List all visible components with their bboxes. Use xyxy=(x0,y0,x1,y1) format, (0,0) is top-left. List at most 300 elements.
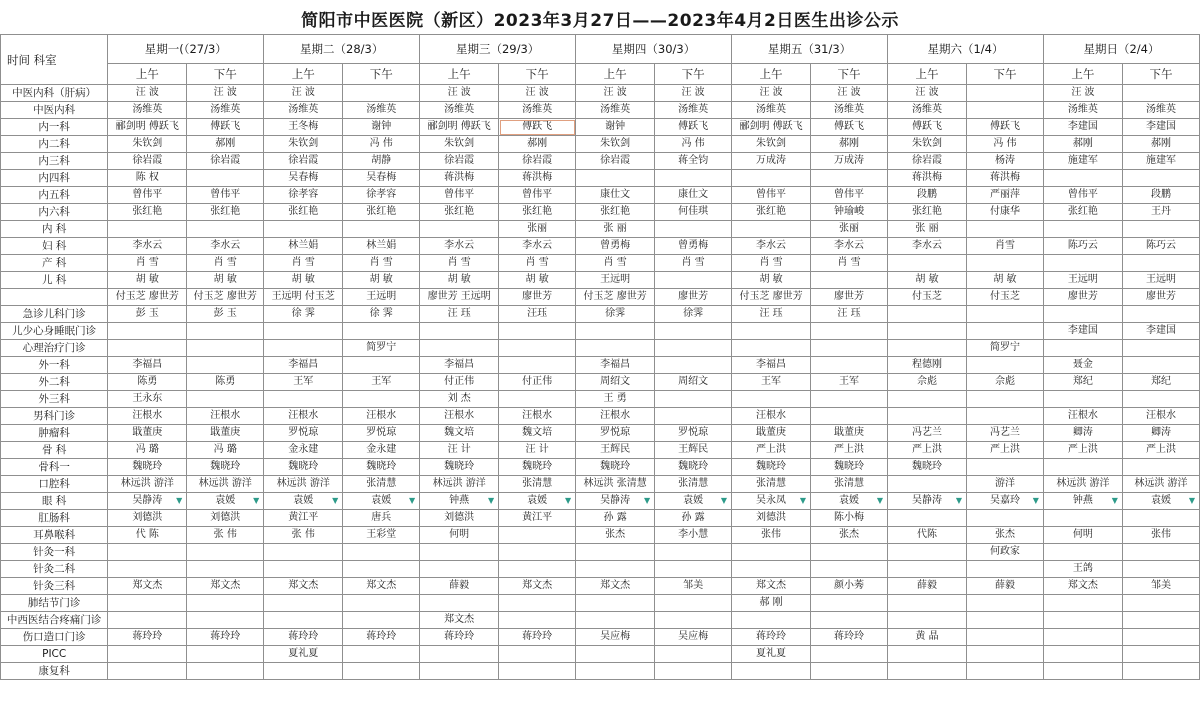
doctor-cell[interactable]: 朱钦剑 xyxy=(576,136,655,153)
doctor-cell[interactable]: 佘彪 xyxy=(966,374,1043,391)
doctor-cell[interactable]: 汪根水 xyxy=(264,408,343,425)
doctor-cell[interactable] xyxy=(1122,306,1199,323)
doctor-cell[interactable]: 魏晓玲 xyxy=(655,459,732,476)
doctor-cell[interactable]: 冯 伟 xyxy=(343,136,420,153)
doctor-cell[interactable]: 魏晓玲 xyxy=(264,459,343,476)
doctor-cell[interactable] xyxy=(732,170,811,187)
doctor-cell[interactable]: 徐岩霞 xyxy=(264,153,343,170)
doctor-cell[interactable]: 王辉民 xyxy=(655,442,732,459)
doctor-cell[interactable]: 何政家 xyxy=(966,544,1043,561)
doctor-cell[interactable] xyxy=(499,527,576,544)
doctor-cell[interactable]: 李建国 xyxy=(1122,119,1199,136)
doctor-cell[interactable]: 朱钦剑 xyxy=(732,136,811,153)
doctor-cell[interactable]: 郦剑明 傅跃飞 xyxy=(420,119,499,136)
doctor-cell[interactable]: 李福昌 xyxy=(732,357,811,374)
doctor-cell[interactable] xyxy=(576,646,655,663)
doctor-cell[interactable] xyxy=(655,595,732,612)
doctor-cell[interactable] xyxy=(420,493,499,510)
doctor-cell[interactable]: 张 丽 xyxy=(888,221,967,238)
doctor-cell[interactable]: 冯 璐 xyxy=(108,442,187,459)
doctor-cell[interactable] xyxy=(576,323,655,340)
doctor-cell[interactable] xyxy=(888,476,967,493)
filter-icon[interactable]: ▼ xyxy=(488,496,495,505)
filter-icon[interactable]: ▼ xyxy=(1032,496,1039,505)
doctor-cell[interactable]: 蒋洪梅 xyxy=(888,170,967,187)
doctor-cell[interactable]: 冯 伟 xyxy=(966,136,1043,153)
doctor-cell[interactable] xyxy=(187,493,264,510)
doctor-cell[interactable] xyxy=(966,646,1043,663)
doctor-cell[interactable] xyxy=(108,323,187,340)
doctor-cell[interactable] xyxy=(888,595,967,612)
doctor-cell[interactable]: 汪 波 xyxy=(732,85,811,102)
doctor-cell[interactable]: 何佳琪 xyxy=(655,204,732,221)
doctor-cell[interactable] xyxy=(888,544,967,561)
doctor-cell[interactable]: 张丽 xyxy=(499,221,576,238)
doctor-cell[interactable] xyxy=(264,595,343,612)
doctor-cell[interactable]: 张红艳 xyxy=(1043,204,1122,221)
doctor-cell[interactable] xyxy=(343,323,420,340)
doctor-cell[interactable]: 郑纪 xyxy=(1043,374,1122,391)
doctor-cell[interactable]: 简罗宁 xyxy=(966,340,1043,357)
doctor-cell[interactable] xyxy=(264,323,343,340)
doctor-cell[interactable]: 汤维英 xyxy=(655,102,732,119)
doctor-cell[interactable]: 魏晓玲 xyxy=(576,459,655,476)
doctor-cell[interactable]: 付玉芝 xyxy=(888,289,967,306)
doctor-cell[interactable] xyxy=(655,272,732,289)
doctor-cell[interactable]: 李水云 xyxy=(187,238,264,255)
doctor-cell[interactable] xyxy=(811,493,888,510)
doctor-cell[interactable] xyxy=(108,595,187,612)
doctor-cell[interactable]: 严上洪 xyxy=(1043,442,1122,459)
doctor-cell[interactable]: 郦剑明 傅跃飞 xyxy=(732,119,811,136)
doctor-cell[interactable]: 郝刚 xyxy=(187,136,264,153)
doctor-cell[interactable]: 冯艺兰 xyxy=(888,425,967,442)
doctor-cell[interactable]: 吴春梅 xyxy=(343,170,420,187)
doctor-cell[interactable]: 林远洪 游洋 xyxy=(264,476,343,493)
doctor-cell[interactable]: 廖世芳 xyxy=(1043,289,1122,306)
doctor-cell[interactable]: 汪 波 xyxy=(811,85,888,102)
doctor-cell[interactable]: 刘德洪 xyxy=(108,510,187,527)
doctor-cell[interactable]: 傅跃飞 xyxy=(811,119,888,136)
doctor-cell[interactable]: 朱钦剑 xyxy=(888,136,967,153)
doctor-cell[interactable]: 廖世芳 xyxy=(811,289,888,306)
doctor-cell[interactable]: 李福昌 xyxy=(264,357,343,374)
doctor-cell[interactable] xyxy=(499,646,576,663)
doctor-cell[interactable]: 汪根水 xyxy=(1043,408,1122,425)
doctor-cell[interactable]: 蒋玲玲 xyxy=(343,629,420,646)
doctor-cell[interactable]: 肖 雪 xyxy=(343,255,420,272)
doctor-cell[interactable]: 汪 波 xyxy=(108,85,187,102)
doctor-cell[interactable]: 徐霁 xyxy=(576,306,655,323)
doctor-cell[interactable]: 金永建 xyxy=(343,442,420,459)
doctor-cell[interactable]: 廖世芳 王远明 xyxy=(420,289,499,306)
doctor-cell[interactable]: 李水云 xyxy=(108,238,187,255)
doctor-cell[interactable]: 汪根水 xyxy=(343,408,420,425)
doctor-cell[interactable]: 王军 xyxy=(732,374,811,391)
doctor-cell[interactable]: 张红艳 xyxy=(420,204,499,221)
doctor-cell[interactable]: 代陈 xyxy=(888,527,967,544)
doctor-cell[interactable]: 严丽萍 xyxy=(966,187,1043,204)
doctor-cell[interactable]: 蒋洪梅 xyxy=(966,170,1043,187)
doctor-cell[interactable] xyxy=(888,391,967,408)
doctor-cell[interactable]: 陈勇 xyxy=(108,374,187,391)
doctor-cell[interactable]: 李建国 xyxy=(1122,323,1199,340)
doctor-cell[interactable]: 魏晓玲 xyxy=(343,459,420,476)
doctor-cell[interactable] xyxy=(888,306,967,323)
doctor-cell[interactable]: 肖 雪 xyxy=(655,255,732,272)
doctor-cell[interactable]: 曾勇梅 xyxy=(576,238,655,255)
doctor-cell[interactable]: 薛毅 xyxy=(420,578,499,595)
doctor-cell[interactable]: 胡 敏 xyxy=(108,272,187,289)
doctor-cell[interactable]: 施建军 xyxy=(1122,153,1199,170)
doctor-cell[interactable] xyxy=(264,221,343,238)
doctor-cell[interactable]: 张伟 xyxy=(732,527,811,544)
doctor-cell[interactable]: 郑文杰 xyxy=(1043,578,1122,595)
doctor-cell[interactable]: 汤维英 xyxy=(1043,102,1122,119)
filter-icon[interactable]: ▼ xyxy=(1188,496,1195,505)
doctor-cell[interactable]: 刘 杰 xyxy=(420,391,499,408)
doctor-cell[interactable]: 谢钟 xyxy=(343,119,420,136)
doctor-cell[interactable]: 曾伟平 xyxy=(108,187,187,204)
doctor-cell[interactable]: 胡 敏 xyxy=(420,272,499,289)
doctor-cell[interactable] xyxy=(888,255,967,272)
doctor-cell[interactable]: 王丹 xyxy=(1122,204,1199,221)
doctor-cell[interactable] xyxy=(655,408,732,425)
doctor-cell[interactable] xyxy=(1122,493,1199,510)
doctor-cell[interactable] xyxy=(966,408,1043,425)
doctor-cell[interactable] xyxy=(420,663,499,680)
doctor-cell[interactable]: 李福昌 xyxy=(108,357,187,374)
doctor-cell[interactable]: 付玉芝 xyxy=(966,289,1043,306)
doctor-cell[interactable] xyxy=(732,340,811,357)
doctor-cell[interactable] xyxy=(811,340,888,357)
doctor-cell[interactable] xyxy=(966,306,1043,323)
doctor-cell[interactable]: 汪 波 xyxy=(264,85,343,102)
doctor-cell[interactable] xyxy=(108,493,187,510)
doctor-cell[interactable]: 蒋玲玲 xyxy=(420,629,499,646)
doctor-cell[interactable]: 魏晓玲 xyxy=(732,459,811,476)
doctor-cell[interactable]: 林远洪 游洋 xyxy=(187,476,264,493)
doctor-cell[interactable]: 李水云 xyxy=(499,238,576,255)
doctor-cell[interactable]: 蒋玲玲 xyxy=(732,629,811,646)
doctor-cell[interactable] xyxy=(1043,306,1122,323)
doctor-cell[interactable]: 万成涛 xyxy=(732,153,811,170)
doctor-cell[interactable] xyxy=(420,646,499,663)
doctor-cell[interactable]: 黄 晶 xyxy=(888,629,967,646)
doctor-cell[interactable]: 徐孝容 xyxy=(264,187,343,204)
doctor-cell[interactable]: 魏晓玲 xyxy=(187,459,264,476)
doctor-cell[interactable]: 汪 波 xyxy=(655,85,732,102)
doctor-cell[interactable]: 郦剑明 傅跃飞 xyxy=(108,119,187,136)
doctor-cell[interactable] xyxy=(811,323,888,340)
doctor-cell[interactable] xyxy=(420,595,499,612)
doctor-cell[interactable]: 王远明 xyxy=(1043,272,1122,289)
doctor-cell[interactable]: 付正伟 xyxy=(499,374,576,391)
doctor-cell[interactable]: 王军 xyxy=(264,374,343,391)
doctor-cell[interactable] xyxy=(655,663,732,680)
doctor-cell[interactable]: 汤维英 xyxy=(732,102,811,119)
doctor-cell[interactable] xyxy=(1043,612,1122,629)
doctor-cell[interactable]: 徐岩霞 xyxy=(108,153,187,170)
doctor-cell[interactable]: 蒋玲玲 xyxy=(264,629,343,646)
doctor-cell[interactable] xyxy=(966,595,1043,612)
doctor-cell[interactable]: 廖世芳 xyxy=(655,289,732,306)
doctor-cell[interactable]: 付玉芝 廖世芳 xyxy=(187,289,264,306)
doctor-cell[interactable]: 张清慧 xyxy=(343,476,420,493)
doctor-cell[interactable] xyxy=(811,561,888,578)
doctor-cell[interactable]: 汪 波 xyxy=(888,85,967,102)
doctor-cell[interactable]: 游洋 xyxy=(966,476,1043,493)
doctor-cell[interactable]: 吴应梅 xyxy=(576,629,655,646)
doctor-cell[interactable]: 付康华 xyxy=(966,204,1043,221)
doctor-cell[interactable] xyxy=(187,663,264,680)
doctor-cell[interactable]: 徐岩霞 xyxy=(187,153,264,170)
doctor-cell[interactable]: 蒋玲玲 xyxy=(499,629,576,646)
doctor-cell[interactable]: 汪根水 xyxy=(420,408,499,425)
doctor-cell[interactable]: 徐岩霞 xyxy=(576,153,655,170)
doctor-cell[interactable]: 郑纪 xyxy=(1122,374,1199,391)
doctor-cell[interactable]: 曾伟平 xyxy=(732,187,811,204)
doctor-cell[interactable]: 徐岩霞 xyxy=(888,153,967,170)
doctor-cell[interactable] xyxy=(343,595,420,612)
doctor-cell[interactable] xyxy=(811,357,888,374)
doctor-cell[interactable] xyxy=(343,663,420,680)
doctor-cell[interactable]: 汪根水 xyxy=(732,408,811,425)
doctor-cell[interactable] xyxy=(264,391,343,408)
doctor-cell[interactable] xyxy=(655,170,732,187)
doctor-cell[interactable]: 肖雪 xyxy=(966,238,1043,255)
doctor-cell[interactable] xyxy=(576,663,655,680)
doctor-cell[interactable]: 何明 xyxy=(420,527,499,544)
doctor-cell[interactable] xyxy=(966,663,1043,680)
doctor-cell[interactable] xyxy=(576,595,655,612)
doctor-cell[interactable] xyxy=(576,544,655,561)
doctor-cell[interactable]: 魏晓玲 xyxy=(811,459,888,476)
doctor-cell[interactable] xyxy=(966,255,1043,272)
doctor-cell[interactable]: 汪根水 xyxy=(576,408,655,425)
doctor-cell[interactable]: 吴春梅 xyxy=(264,170,343,187)
doctor-cell[interactable]: 林远洪 游洋 xyxy=(108,476,187,493)
doctor-cell[interactable]: 徐岩霞 xyxy=(420,153,499,170)
doctor-cell[interactable]: 郑文杰 xyxy=(420,612,499,629)
doctor-cell[interactable] xyxy=(108,544,187,561)
doctor-cell[interactable]: 汤维英 xyxy=(1122,102,1199,119)
doctor-cell[interactable] xyxy=(966,391,1043,408)
doctor-cell[interactable] xyxy=(966,629,1043,646)
doctor-cell[interactable]: 郝刚 xyxy=(499,136,576,153)
doctor-cell[interactable]: 胡 敏 xyxy=(343,272,420,289)
doctor-cell[interactable] xyxy=(1122,391,1199,408)
doctor-cell[interactable] xyxy=(966,357,1043,374)
doctor-cell[interactable] xyxy=(966,493,1043,510)
doctor-cell[interactable]: 蒋洪梅 xyxy=(420,170,499,187)
doctor-cell[interactable] xyxy=(576,493,655,510)
doctor-cell[interactable] xyxy=(811,272,888,289)
doctor-cell[interactable] xyxy=(732,391,811,408)
doctor-cell[interactable] xyxy=(343,357,420,374)
doctor-cell[interactable]: 张红艳 xyxy=(187,204,264,221)
doctor-cell[interactable]: 冯 璐 xyxy=(187,442,264,459)
doctor-cell[interactable] xyxy=(1043,459,1122,476)
doctor-cell[interactable]: 张伟 xyxy=(1122,527,1199,544)
doctor-cell[interactable]: 魏晓玲 xyxy=(888,459,967,476)
doctor-cell[interactable]: 肖 雪 xyxy=(732,255,811,272)
doctor-cell[interactable]: 孙 露 xyxy=(655,510,732,527)
doctor-cell[interactable] xyxy=(1043,391,1122,408)
doctor-cell[interactable]: 胡 敏 xyxy=(187,272,264,289)
doctor-cell[interactable] xyxy=(655,221,732,238)
doctor-cell[interactable] xyxy=(343,544,420,561)
doctor-cell[interactable]: 张 伟 xyxy=(264,527,343,544)
doctor-cell[interactable]: 胡 敏 xyxy=(732,272,811,289)
doctor-cell[interactable] xyxy=(1122,170,1199,187)
doctor-cell[interactable] xyxy=(343,493,420,510)
filter-icon[interactable]: ▼ xyxy=(409,496,416,505)
doctor-cell[interactable]: 汤维英 xyxy=(576,102,655,119)
doctor-cell[interactable]: 肖 雪 xyxy=(108,255,187,272)
doctor-cell[interactable] xyxy=(499,391,576,408)
doctor-cell[interactable]: 黄江平 xyxy=(264,510,343,527)
doctor-cell[interactable] xyxy=(264,340,343,357)
doctor-cell[interactable]: 严上洪 xyxy=(811,442,888,459)
doctor-cell[interactable]: 肖 雪 xyxy=(576,255,655,272)
doctor-cell[interactable]: 汪 波 xyxy=(576,85,655,102)
doctor-cell[interactable] xyxy=(732,221,811,238)
doctor-cell[interactable] xyxy=(1043,493,1122,510)
doctor-cell[interactable] xyxy=(264,561,343,578)
doctor-cell[interactable]: 张 伟 xyxy=(187,527,264,544)
doctor-cell[interactable] xyxy=(1043,646,1122,663)
doctor-cell[interactable]: 彭 玉 xyxy=(187,306,264,323)
doctor-cell[interactable] xyxy=(343,646,420,663)
doctor-cell[interactable]: 汪根水 xyxy=(1122,408,1199,425)
doctor-cell[interactable] xyxy=(655,544,732,561)
doctor-cell[interactable] xyxy=(499,663,576,680)
doctor-cell[interactable]: 魏文培 xyxy=(420,425,499,442)
doctor-cell[interactable]: 简罗宁 xyxy=(343,340,420,357)
doctor-cell[interactable] xyxy=(187,612,264,629)
doctor-cell[interactable]: 谢钟 xyxy=(576,119,655,136)
doctor-cell[interactable] xyxy=(888,408,967,425)
doctor-cell[interactable]: 郑文杰 xyxy=(576,578,655,595)
doctor-cell[interactable] xyxy=(187,340,264,357)
doctor-cell[interactable]: 李水云 xyxy=(811,238,888,255)
doctor-cell[interactable]: 夏礼夏 xyxy=(264,646,343,663)
doctor-cell[interactable]: 魏晓玲 xyxy=(499,459,576,476)
doctor-cell[interactable]: 张杰 xyxy=(966,527,1043,544)
doctor-cell[interactable]: 汪 波 xyxy=(187,85,264,102)
doctor-cell[interactable]: 严上洪 xyxy=(1122,442,1199,459)
doctor-cell[interactable] xyxy=(888,340,967,357)
doctor-cell[interactable]: 唐兵 xyxy=(343,510,420,527)
doctor-cell[interactable] xyxy=(1122,221,1199,238)
doctor-cell[interactable] xyxy=(343,221,420,238)
doctor-cell[interactable] xyxy=(187,646,264,663)
doctor-cell[interactable] xyxy=(576,561,655,578)
doctor-cell[interactable] xyxy=(966,323,1043,340)
doctor-cell[interactable] xyxy=(655,493,732,510)
doctor-cell[interactable] xyxy=(966,85,1043,102)
doctor-cell[interactable] xyxy=(576,170,655,187)
doctor-cell[interactable]: 孙 露 xyxy=(576,510,655,527)
doctor-cell[interactable]: 傅跃飞 xyxy=(499,119,576,136)
doctor-cell[interactable] xyxy=(732,663,811,680)
doctor-cell[interactable]: 胡静 xyxy=(343,153,420,170)
doctor-cell[interactable]: 汪 珏 xyxy=(811,306,888,323)
doctor-cell[interactable] xyxy=(187,595,264,612)
doctor-cell[interactable]: 汤维英 xyxy=(420,102,499,119)
doctor-cell[interactable]: 刘德洪 xyxy=(187,510,264,527)
doctor-cell[interactable]: 付正伟 xyxy=(420,374,499,391)
doctor-cell[interactable] xyxy=(1122,544,1199,561)
doctor-cell[interactable]: 张 丽 xyxy=(576,221,655,238)
doctor-cell[interactable]: 付玉芝 廖世芳 xyxy=(108,289,187,306)
doctor-cell[interactable]: 徐孝容 xyxy=(343,187,420,204)
doctor-cell[interactable]: 段鹏 xyxy=(1122,187,1199,204)
doctor-cell[interactable]: 汪 波 xyxy=(499,85,576,102)
doctor-cell[interactable]: 徐岩霞 xyxy=(499,153,576,170)
doctor-cell[interactable]: 胡 敏 xyxy=(264,272,343,289)
doctor-cell[interactable] xyxy=(1043,255,1122,272)
doctor-cell[interactable] xyxy=(1043,510,1122,527)
doctor-cell[interactable]: 陈巧云 xyxy=(1043,238,1122,255)
doctor-cell[interactable]: 张清慧 xyxy=(732,476,811,493)
filter-icon[interactable]: ▼ xyxy=(643,496,651,505)
doctor-cell[interactable] xyxy=(343,612,420,629)
doctor-cell[interactable]: 李水云 xyxy=(732,238,811,255)
doctor-cell[interactable]: 周绍文 xyxy=(576,374,655,391)
doctor-cell[interactable] xyxy=(811,408,888,425)
doctor-cell[interactable]: 魏文培 xyxy=(499,425,576,442)
doctor-cell[interactable] xyxy=(343,391,420,408)
doctor-cell[interactable]: 陈小梅 xyxy=(811,510,888,527)
doctor-cell[interactable]: 肖 雪 xyxy=(187,255,264,272)
doctor-cell[interactable]: 王远明 付玉芝 xyxy=(264,289,343,306)
doctor-cell[interactable] xyxy=(811,391,888,408)
doctor-cell[interactable] xyxy=(655,340,732,357)
filter-icon[interactable]: ▼ xyxy=(253,496,260,505)
doctor-cell[interactable] xyxy=(888,612,967,629)
doctor-cell[interactable]: 魏晓玲 xyxy=(108,459,187,476)
doctor-cell[interactable] xyxy=(499,357,576,374)
doctor-cell[interactable]: 郝刚 xyxy=(1122,136,1199,153)
doctor-cell[interactable]: 张杰 xyxy=(811,527,888,544)
doctor-cell[interactable]: 聂金 xyxy=(1043,357,1122,374)
doctor-cell[interactable]: 刘德洪 xyxy=(732,510,811,527)
doctor-cell[interactable]: 王永东 xyxy=(108,391,187,408)
doctor-cell[interactable]: 郑文杰 xyxy=(187,578,264,595)
doctor-cell[interactable]: 邹美 xyxy=(655,578,732,595)
doctor-cell[interactable] xyxy=(888,561,967,578)
filter-icon[interactable]: ▼ xyxy=(955,496,962,505)
doctor-cell[interactable] xyxy=(1122,646,1199,663)
doctor-cell[interactable]: 肖 雪 xyxy=(499,255,576,272)
doctor-cell[interactable] xyxy=(1122,459,1199,476)
doctor-cell[interactable] xyxy=(732,544,811,561)
doctor-cell[interactable] xyxy=(966,102,1043,119)
doctor-cell[interactable]: 郑文杰 xyxy=(499,578,576,595)
doctor-cell[interactable]: 杨涛 xyxy=(966,153,1043,170)
doctor-cell[interactable]: 施建军 xyxy=(1043,153,1122,170)
doctor-cell[interactable]: 汪 珏 xyxy=(732,306,811,323)
doctor-cell[interactable] xyxy=(187,170,264,187)
doctor-cell[interactable]: 王鸽 xyxy=(1043,561,1122,578)
doctor-cell[interactable] xyxy=(499,595,576,612)
doctor-cell[interactable] xyxy=(264,493,343,510)
doctor-cell[interactable]: 林远洪 游洋 xyxy=(1122,476,1199,493)
doctor-cell[interactable]: 王远明 xyxy=(1122,272,1199,289)
doctor-cell[interactable]: 戢董庚 xyxy=(108,425,187,442)
